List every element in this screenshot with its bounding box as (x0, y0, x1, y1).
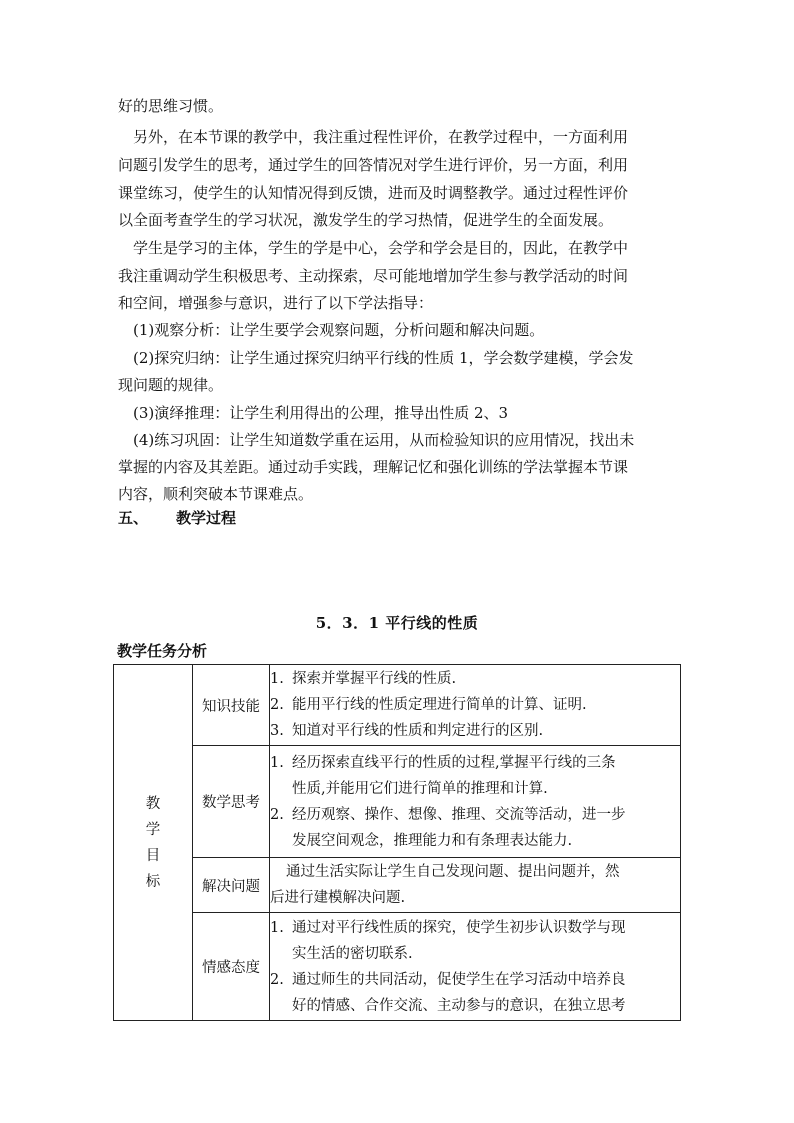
section-title: 教学过程 (176, 509, 237, 527)
body-line: 好的思维习惯。 (118, 97, 224, 115)
body-line: 课堂练习，使学生的认知情况得到反馈，进而及时调整教学。通过过程性评价 (118, 184, 629, 202)
item-text: 经历探索直线平行的性质的过程,掌握平行线的三条 (292, 754, 616, 771)
table-row (114, 746, 681, 858)
item-text: 通过对平行线性质的探究，使学生初步认识数学与现 (292, 919, 626, 936)
goals-table (113, 664, 681, 1021)
content-cell (270, 746, 681, 858)
body-line: 问题引发学生的思考，通过学生的回答情况对学生进行评价，另一方面，利用 (118, 156, 629, 174)
item-text: 性质,并能用它们进行简单的推理和计算. (292, 780, 548, 797)
body-line: 和空间，增强参与意识，进行了以下学法指导： (118, 294, 434, 312)
category-cell: 数学思考 (193, 746, 270, 858)
item-number: 2. (270, 697, 284, 713)
list-item (270, 915, 680, 967)
goals-main-label (114, 665, 193, 1021)
section-number: 五、 (118, 509, 149, 527)
body-line: 内容，顺利突破本节课难点。 (118, 485, 314, 503)
list-item (270, 967, 680, 1019)
body-line: (3)演绎推理：让学生利用得出的公理，推导出性质 2、3 (133, 404, 509, 422)
table-row (114, 858, 681, 913)
body-line: 以全面考查学生的学习状况，激发学生的学习热情，促进学生的全面发展。 (118, 211, 614, 229)
list-item (270, 750, 680, 802)
item-text: 通过师生的共同活动，促使学生在学习活动中培养良 (292, 971, 626, 988)
item-number: 3. (270, 723, 284, 739)
body-line: (4)练习巩固：让学生知道数学重在运用，从而检验知识的应用情况，找出未 (133, 431, 635, 449)
table-row (114, 913, 681, 1021)
list-item (270, 666, 680, 692)
list-item (270, 802, 680, 854)
lesson-title: 5．3．1 平行线的性质 (315, 614, 479, 632)
task-analysis-title: 教学任务分析 (117, 642, 208, 660)
item-number: 2. (270, 806, 284, 823)
paragraph-line: 后进行建模解决问题. (270, 890, 406, 906)
main-label-char: 教 (145, 795, 161, 812)
item-text: 发展空间观念，推理能力和有条理表达能力. (292, 832, 573, 849)
body-line: 我注重调动学生积极思考、主动探索，尽可能地增加学生参与教学活动的时间 (118, 267, 629, 285)
item-number: 1. (270, 754, 284, 771)
item-text: 能用平行线的性质定理进行简单的计算、证明. (292, 697, 587, 713)
list-item (270, 692, 680, 718)
table-row (114, 665, 681, 746)
item-text: 经历观察、操作、想像、推理、交流等活动，进一步 (292, 806, 626, 823)
category-cell: 情感态度 (193, 913, 270, 1021)
content-cell (270, 913, 681, 1021)
item-text: 探索并掌握平行线的性质. (292, 671, 457, 687)
item-number: 1. (270, 671, 284, 687)
content-cell (270, 665, 681, 746)
item-number: 2. (270, 971, 284, 988)
content-cell (270, 858, 681, 913)
body-line: (2)探究归纳：让学生通过探究归纳平行线的性质 1，学会数学建模，学会发 (133, 349, 634, 367)
body-line: (1)观察分析：让学生要学会观察问题，分析问题和解决问题。 (133, 321, 545, 339)
list-item (270, 718, 680, 744)
paragraph-line: 通过生活实际让学生自己发现问题、提出问题并，然 (286, 864, 620, 880)
item-text: 知道对平行线的性质和判定进行的区别. (292, 723, 544, 739)
main-label-char: 学 (145, 821, 161, 838)
main-label-char: 目 (145, 847, 161, 864)
item-number: 1. (270, 919, 284, 936)
item-text: 实生活的密切联系. (292, 945, 413, 962)
main-label-char: 标 (145, 873, 161, 890)
category-cell: 知识技能 (193, 665, 270, 746)
body-line: 掌握的内容及其差距。通过动手实践，理解记忆和强化训练的学法掌握本节课 (118, 458, 629, 476)
body-line: 学生是学习的主体，学生的学是中心，会学和学会是目的，因此，在教学中 (133, 239, 629, 257)
item-text: 好的情感、合作交流、主动参与的意识，在独立思考 (292, 997, 626, 1014)
category-cell: 解决问题 (193, 858, 270, 913)
body-line: 现问题的规律。 (118, 376, 224, 394)
body-line: 另外，在本节课的教学中，我注重过程性评价，在教学过程中，一方面利用 (133, 128, 629, 146)
